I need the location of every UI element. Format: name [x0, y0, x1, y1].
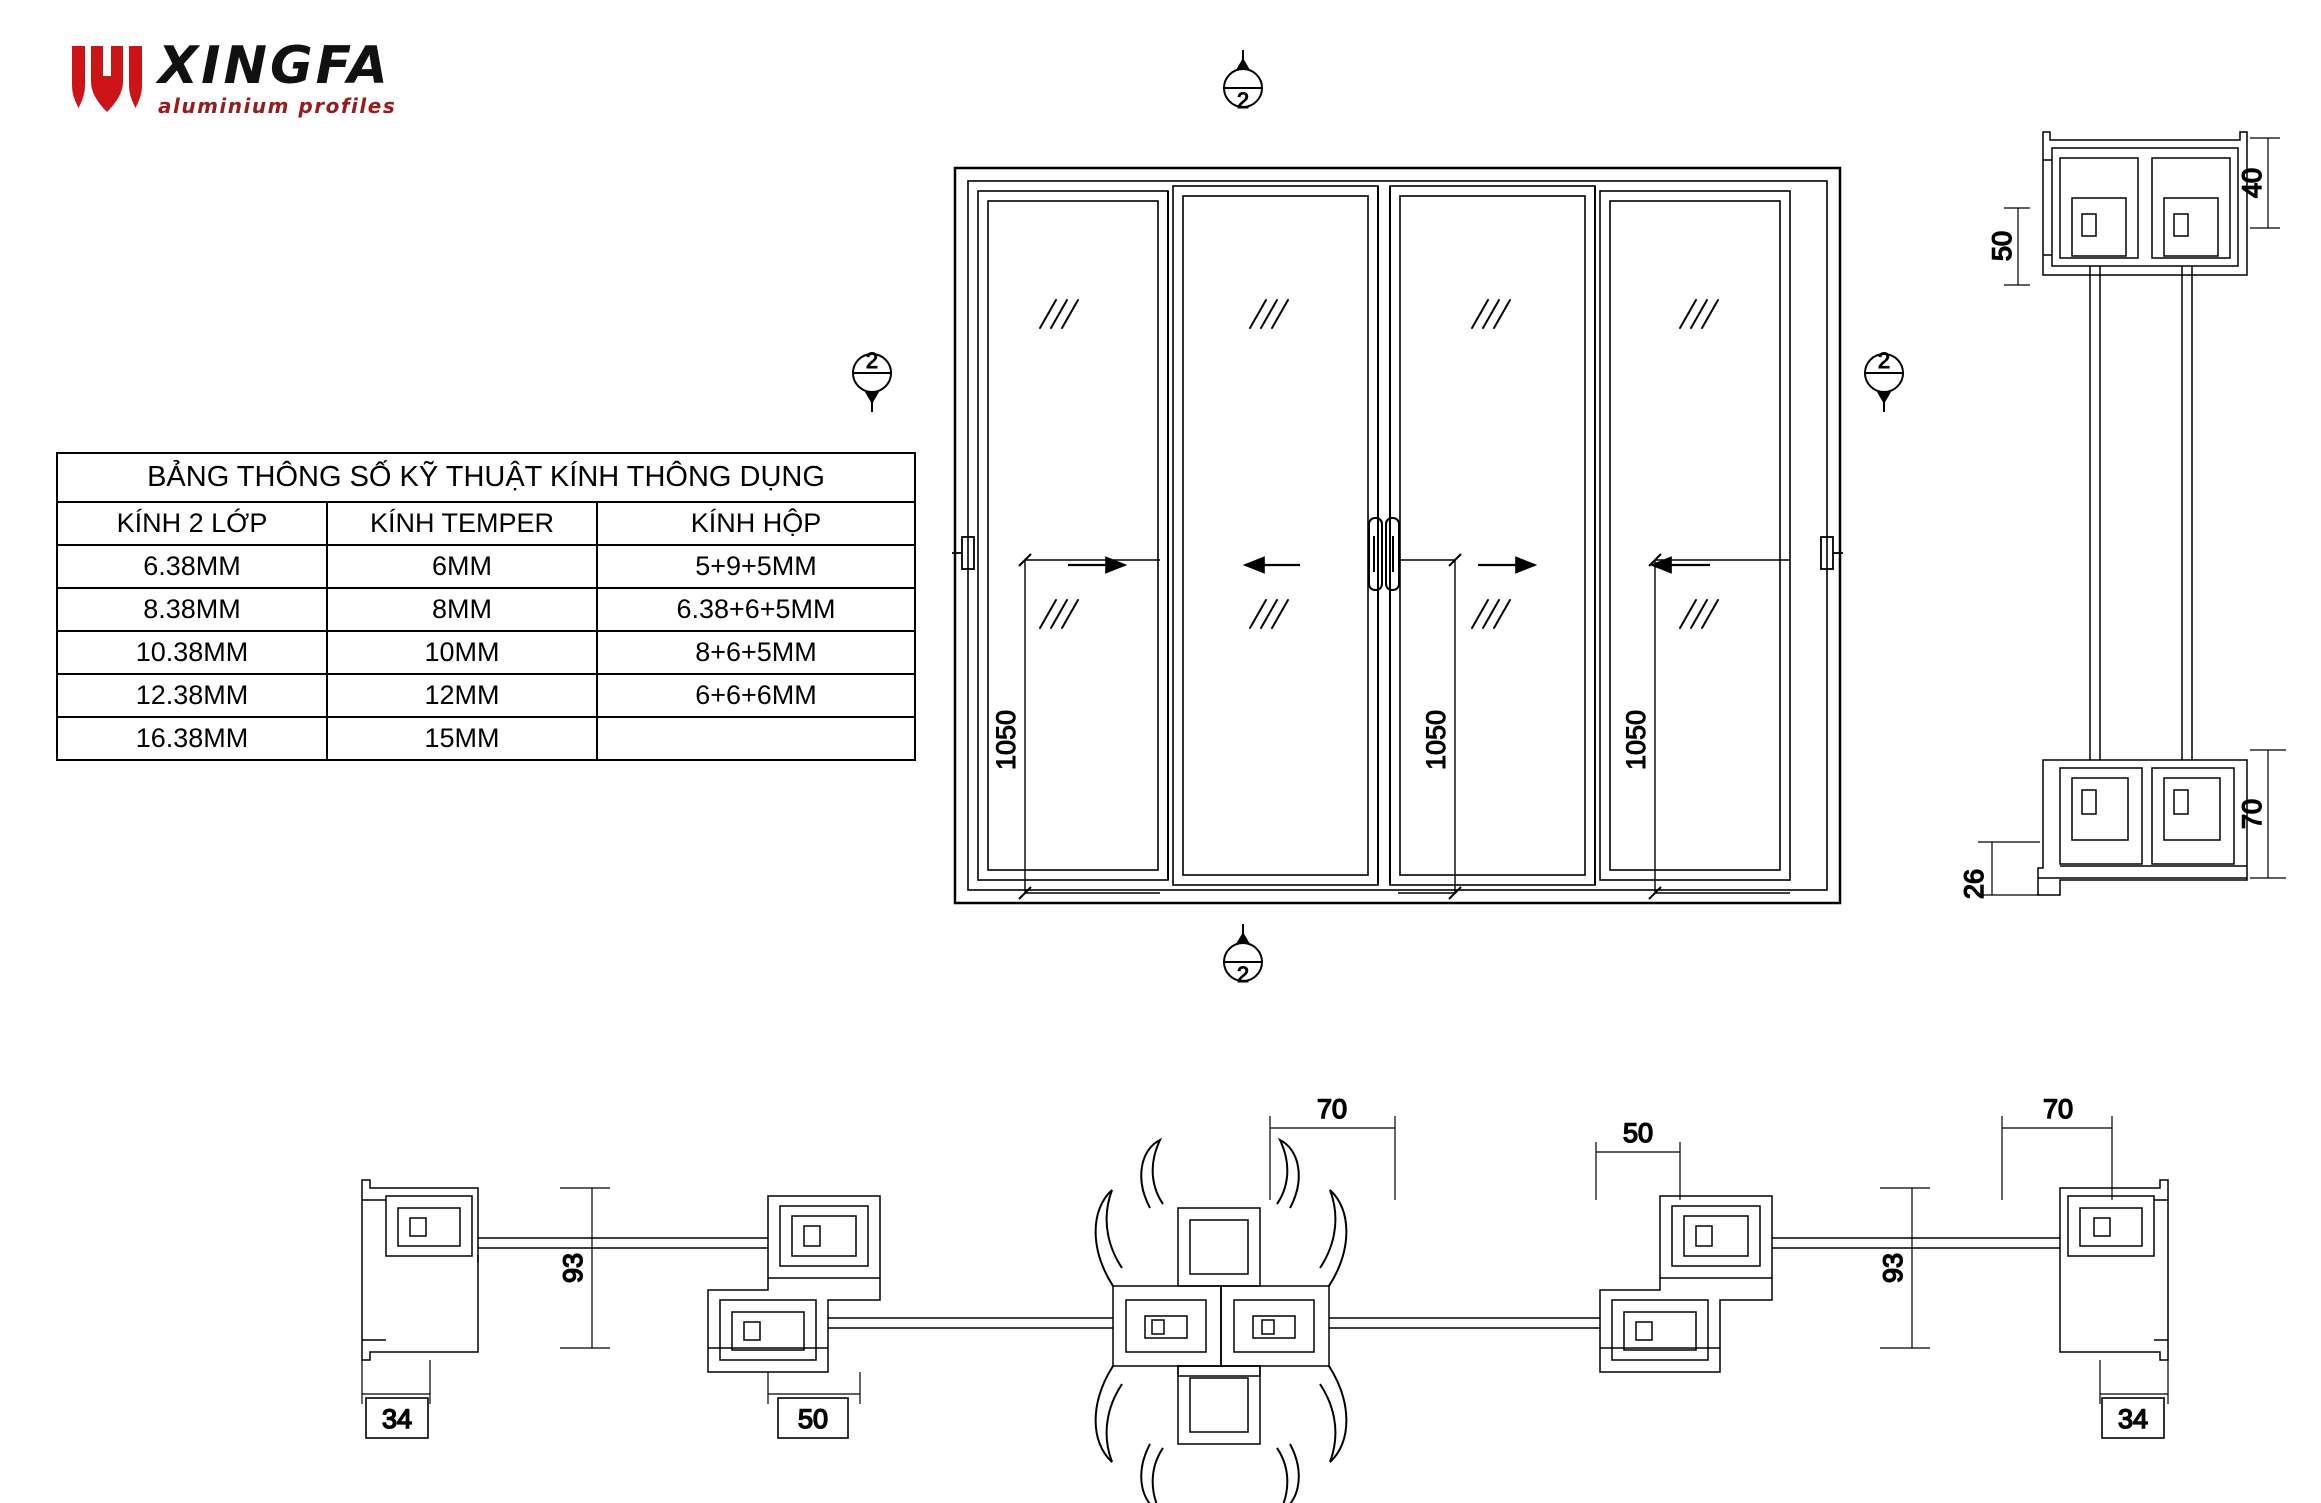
horizontal-section-detail — [362, 1094, 2168, 1503]
table-cell: 6.38+6+5MM — [597, 588, 915, 631]
table-cell: 6.38MM — [57, 545, 327, 588]
brand-wordmark: XINGFA — [158, 36, 391, 96]
table-cell: 8+6+5MM — [597, 631, 915, 674]
table-cell: 16.38MM — [57, 717, 327, 760]
dimension-label: 34 — [381, 1404, 413, 1434]
table-title: BẢNG THÔNG SỐ KỸ THUẬT KÍNH THÔNG DỤNG — [57, 453, 915, 502]
section-mark-label: 2 — [1236, 962, 1250, 987]
sliding-door-elevation — [853, 50, 1903, 987]
table-cell: 6MM — [327, 545, 597, 588]
table-header-cell: KÍNH HỘP — [597, 502, 915, 545]
dimension-label: 50 — [1987, 230, 2017, 262]
table-cell: 8.38MM — [57, 588, 327, 631]
table-cell: 10MM — [327, 631, 597, 674]
dimension-label: 1050 — [991, 709, 1021, 771]
section-mark-label: 2 — [1236, 88, 1250, 113]
dimension-1050-left — [1019, 554, 1160, 899]
dimension-label: 50 — [797, 1404, 829, 1434]
dimension-label: 93 — [1878, 1252, 1908, 1284]
dimension-label: 50 — [1622, 1118, 1654, 1148]
table-cell: 12MM — [327, 674, 597, 717]
section-mark-label: 2 — [865, 348, 879, 373]
dimension-label: 1050 — [1621, 709, 1651, 771]
table-cell: 10.38MM — [57, 631, 327, 674]
table-header-cell: KÍNH TEMPER — [327, 502, 597, 545]
section-mark-label: 2 — [1877, 348, 1891, 373]
vertical-section-detail — [1959, 132, 2286, 899]
dimension-label: 40 — [2237, 167, 2267, 199]
dimension-label: 1050 — [1421, 709, 1451, 771]
brand-tagline: aluminium profiles — [158, 94, 397, 118]
table-cell: 5+9+5MM — [597, 545, 915, 588]
dimension-label: 93 — [558, 1252, 588, 1284]
dimension-label: 70 — [2237, 798, 2267, 830]
door-handle — [1369, 518, 1399, 590]
table-cell: 12.38MM — [57, 674, 327, 717]
table-cell: 8MM — [327, 588, 597, 631]
dimension-label: 34 — [2117, 1404, 2149, 1434]
table-cell: 15MM — [327, 717, 597, 760]
dimension-label: 26 — [1959, 868, 1989, 900]
table-cell: 6+6+6MM — [597, 674, 915, 717]
dimension-label: 70 — [1316, 1094, 1348, 1124]
table-header-cell: KÍNH 2 LỚP — [57, 502, 327, 545]
dimension-label: 70 — [2042, 1094, 2074, 1124]
dimension-1050-right — [1649, 554, 1790, 899]
